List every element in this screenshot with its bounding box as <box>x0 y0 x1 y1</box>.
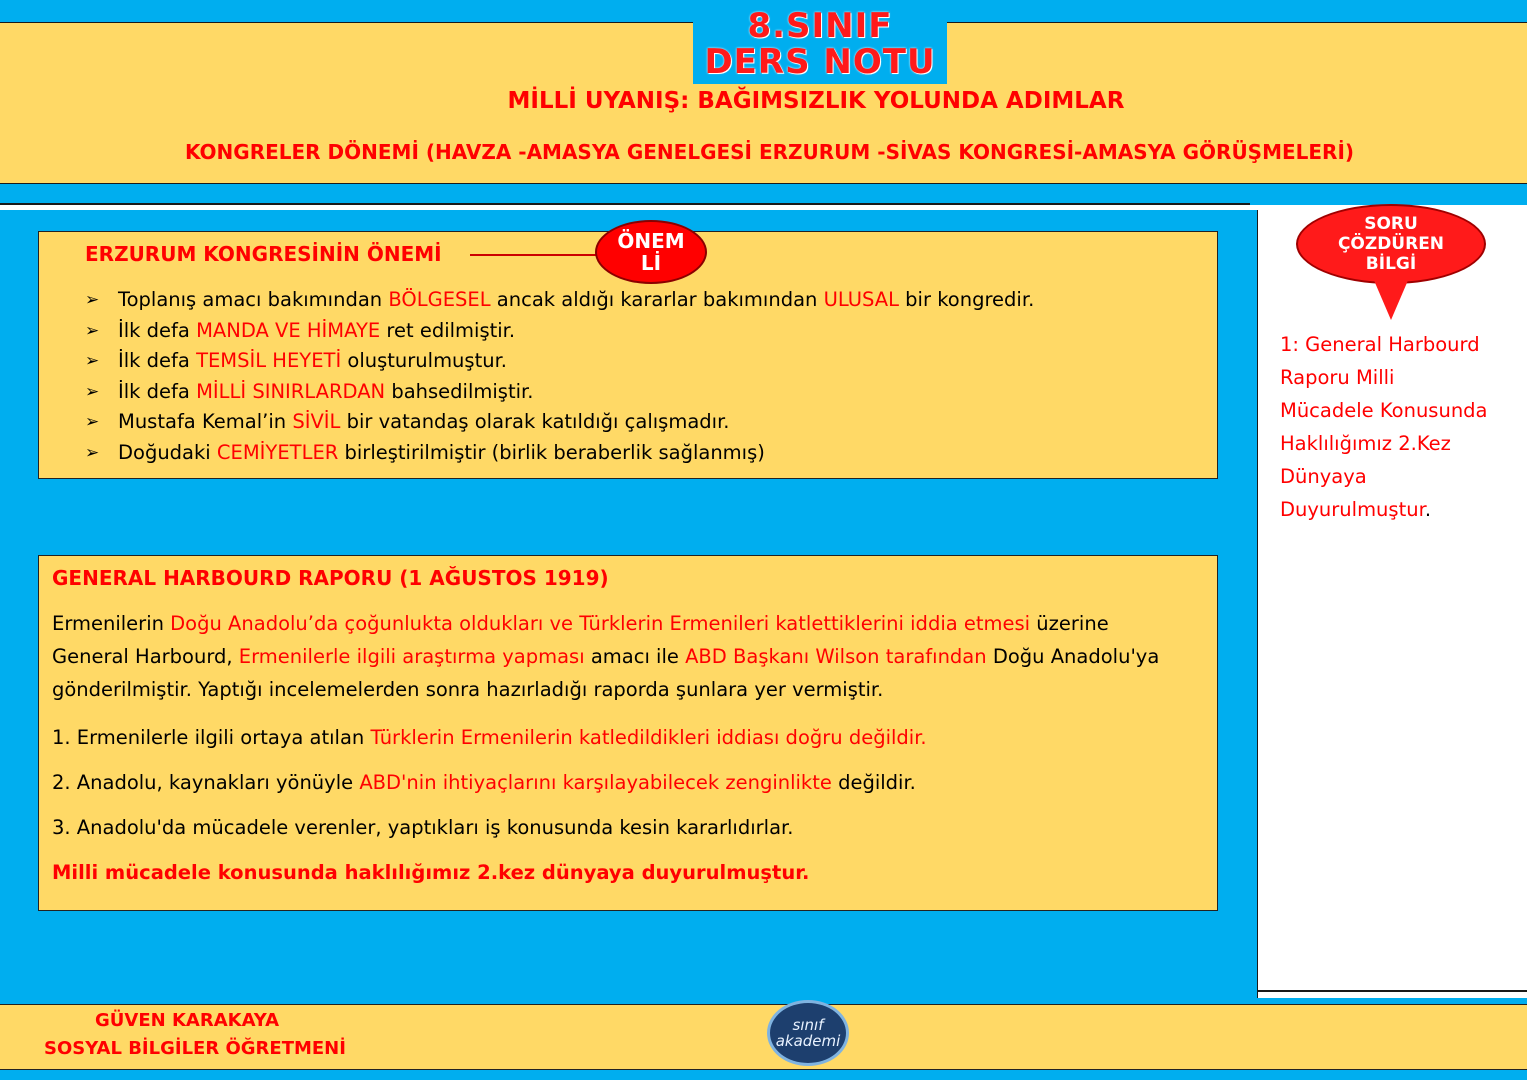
side-info-line: Mücadele Konusunda <box>1280 399 1488 422</box>
body-text: amacı ile <box>584 645 686 668</box>
body-text: ret edilmiştir. <box>380 318 516 342</box>
bullet-text <box>118 349 507 372</box>
page-title: MİLLİ UYANIŞ: BAĞIMSIZLIK YOLUNDA ADIMLAR <box>507 88 1125 114</box>
body-text: Toplanış amacı bakımından <box>118 288 389 311</box>
side-info-period: . <box>1424 498 1432 521</box>
harbourd-title: GENERAL HARBOURD RAPORU (1 AĞUSTOS 1919) <box>52 566 609 590</box>
question-callout <box>1296 204 1486 284</box>
side-info-text: Duyurulmuştur <box>1280 498 1425 521</box>
highlight-text: CEMİYETLER <box>216 440 339 464</box>
body-text: gönderilmiştir. Yaptığı incelemelerden sonra hazırladığı raporda şunlara yer vermiştir. <box>52 678 884 701</box>
sinif-akademi-logo <box>767 1000 849 1066</box>
arrow-bullet-icon: ➢ <box>85 412 100 432</box>
callout-line-2: Lİ <box>640 251 662 275</box>
divider <box>1258 990 1527 992</box>
arrow-bullet-icon: ➢ <box>85 320 100 341</box>
body-text: Doğu Anadolu'ya <box>986 645 1160 668</box>
highlight-text: TEMSİL HEYETİ <box>196 349 342 372</box>
body-text: değildir. <box>831 771 916 794</box>
author-name: GÜVEN KARAKAYA <box>95 1010 280 1031</box>
body-text: üzerine <box>1030 612 1109 635</box>
body-text: 1. Ermenilerle ilgili ortaya atılan <box>52 726 371 749</box>
question-callout-line-3: BİLGİ <box>1365 254 1417 274</box>
highlight-text: BÖLGESEL <box>388 288 491 311</box>
question-callout-line-1: SORU <box>1364 214 1418 234</box>
arrow-bullet-icon: ➢ <box>85 351 100 371</box>
highlight-text: Türklerin Ermenilerin katledildikleri iddiası doğru değildir. <box>370 726 927 749</box>
arrow-bullet-icon: ➢ <box>85 290 100 310</box>
callout-pointer <box>470 254 600 256</box>
side-info <box>1280 328 1510 526</box>
logo-line-2: akademi <box>775 1032 841 1050</box>
body-text: Doğudaki <box>118 440 217 464</box>
body-text: Mustafa Kemal’in <box>118 410 293 433</box>
important-callout <box>595 220 707 284</box>
callout-line-1: ÖNEM <box>617 229 685 253</box>
bullet-text <box>118 380 533 403</box>
body-text: ancak aldığı kararlar bakımından <box>490 288 824 311</box>
erzurum-title: ERZURUM KONGRESİNİN ÖNEMİ <box>85 242 442 266</box>
highlight-text: MANDA VE HİMAYE <box>196 318 381 342</box>
highlight-text: Doğu Anadolu’da çoğunlukta oldukları ve Türklerin Ermenileri katlettiklerini iddia etmesi <box>170 612 1031 635</box>
logo-line-1: sınıf <box>792 1016 824 1034</box>
body-text: bahsedilmiştir. <box>385 379 534 403</box>
body-text: 3. Anadolu'da mücadele verenler, yaptıkları iş konusunda kesin kararlıdırlar. <box>52 816 794 839</box>
side-info-line <box>1280 493 1510 526</box>
badge-line-1: 8.SINIF <box>747 6 893 46</box>
body-text: General Harbourd, <box>52 645 239 668</box>
bullet-text <box>118 319 515 342</box>
author-role: SOSYAL BİLGİLER ÖĞRETMENİ <box>44 1038 346 1059</box>
highlight-text: ULUSAL <box>823 288 899 311</box>
report-item <box>52 771 916 794</box>
side-info-line: 1: General Harbourd <box>1280 333 1480 356</box>
side-info-line: Raporu Milli <box>1280 366 1395 389</box>
body-text: 2. Anadolu, kaynakları yönüyle <box>52 771 360 794</box>
side-info-line: Dünyaya <box>1280 465 1367 488</box>
bullet-text <box>118 410 730 433</box>
body-text: İlk defa <box>118 318 197 342</box>
badge-line-2: DERS NOTU <box>704 42 936 82</box>
body-text: Ermenilerin <box>52 612 171 635</box>
body-text: oluşturulmuştur. <box>341 349 508 372</box>
bullet-text <box>118 441 765 464</box>
body-text: bir kongredir. <box>898 288 1035 311</box>
class-badge <box>693 4 947 84</box>
question-callout-line-2: ÇÖZDÜREN <box>1337 234 1445 254</box>
callout-tail <box>1373 278 1409 320</box>
highlight-text: Ermenilerle ilgili araştırma yapması <box>238 645 585 668</box>
page-subtitle: KONGRELER DÖNEMİ (HAVZA -AMASYA GENELGESİ ERZURUM -SİVAS KONGRESİ-AMASYA GÖRÜŞMELERİ) <box>184 140 1355 164</box>
highlight-text: MİLLİ SINIRLARDAN <box>196 379 386 403</box>
arrow-bullet-icon: ➢ <box>85 381 100 402</box>
body-text: bir vatandaş olarak katıldığı çalışmadır. <box>340 410 730 433</box>
report-item <box>52 816 793 839</box>
report-item <box>52 726 927 749</box>
divider <box>0 203 1250 205</box>
side-info-line: Haklılığımız 2.Kez <box>1280 432 1451 455</box>
highlight-text: ABD'nin ihtiyaçlarını karşılayabilecek zenginlikte <box>359 771 832 794</box>
highlight-text: ABD Başkanı Wilson tarafından <box>685 645 987 668</box>
bullet-text <box>118 288 1034 311</box>
paragraph-line <box>52 645 1159 668</box>
paragraph-line <box>52 678 883 701</box>
arrow-bullet-icon: ➢ <box>85 442 100 463</box>
body-text: İlk defa <box>118 349 197 372</box>
paragraph-line <box>52 612 1109 635</box>
conclusion: Milli mücadele konusunda haklılığımız 2.kez dünyaya duyurulmuştur. <box>52 861 810 884</box>
body-text: İlk defa <box>118 379 197 403</box>
highlight-text: SİVİL <box>292 410 341 433</box>
body-text: birleştirilmiştir (birlik beraberlik sağlanmış) <box>338 440 765 464</box>
